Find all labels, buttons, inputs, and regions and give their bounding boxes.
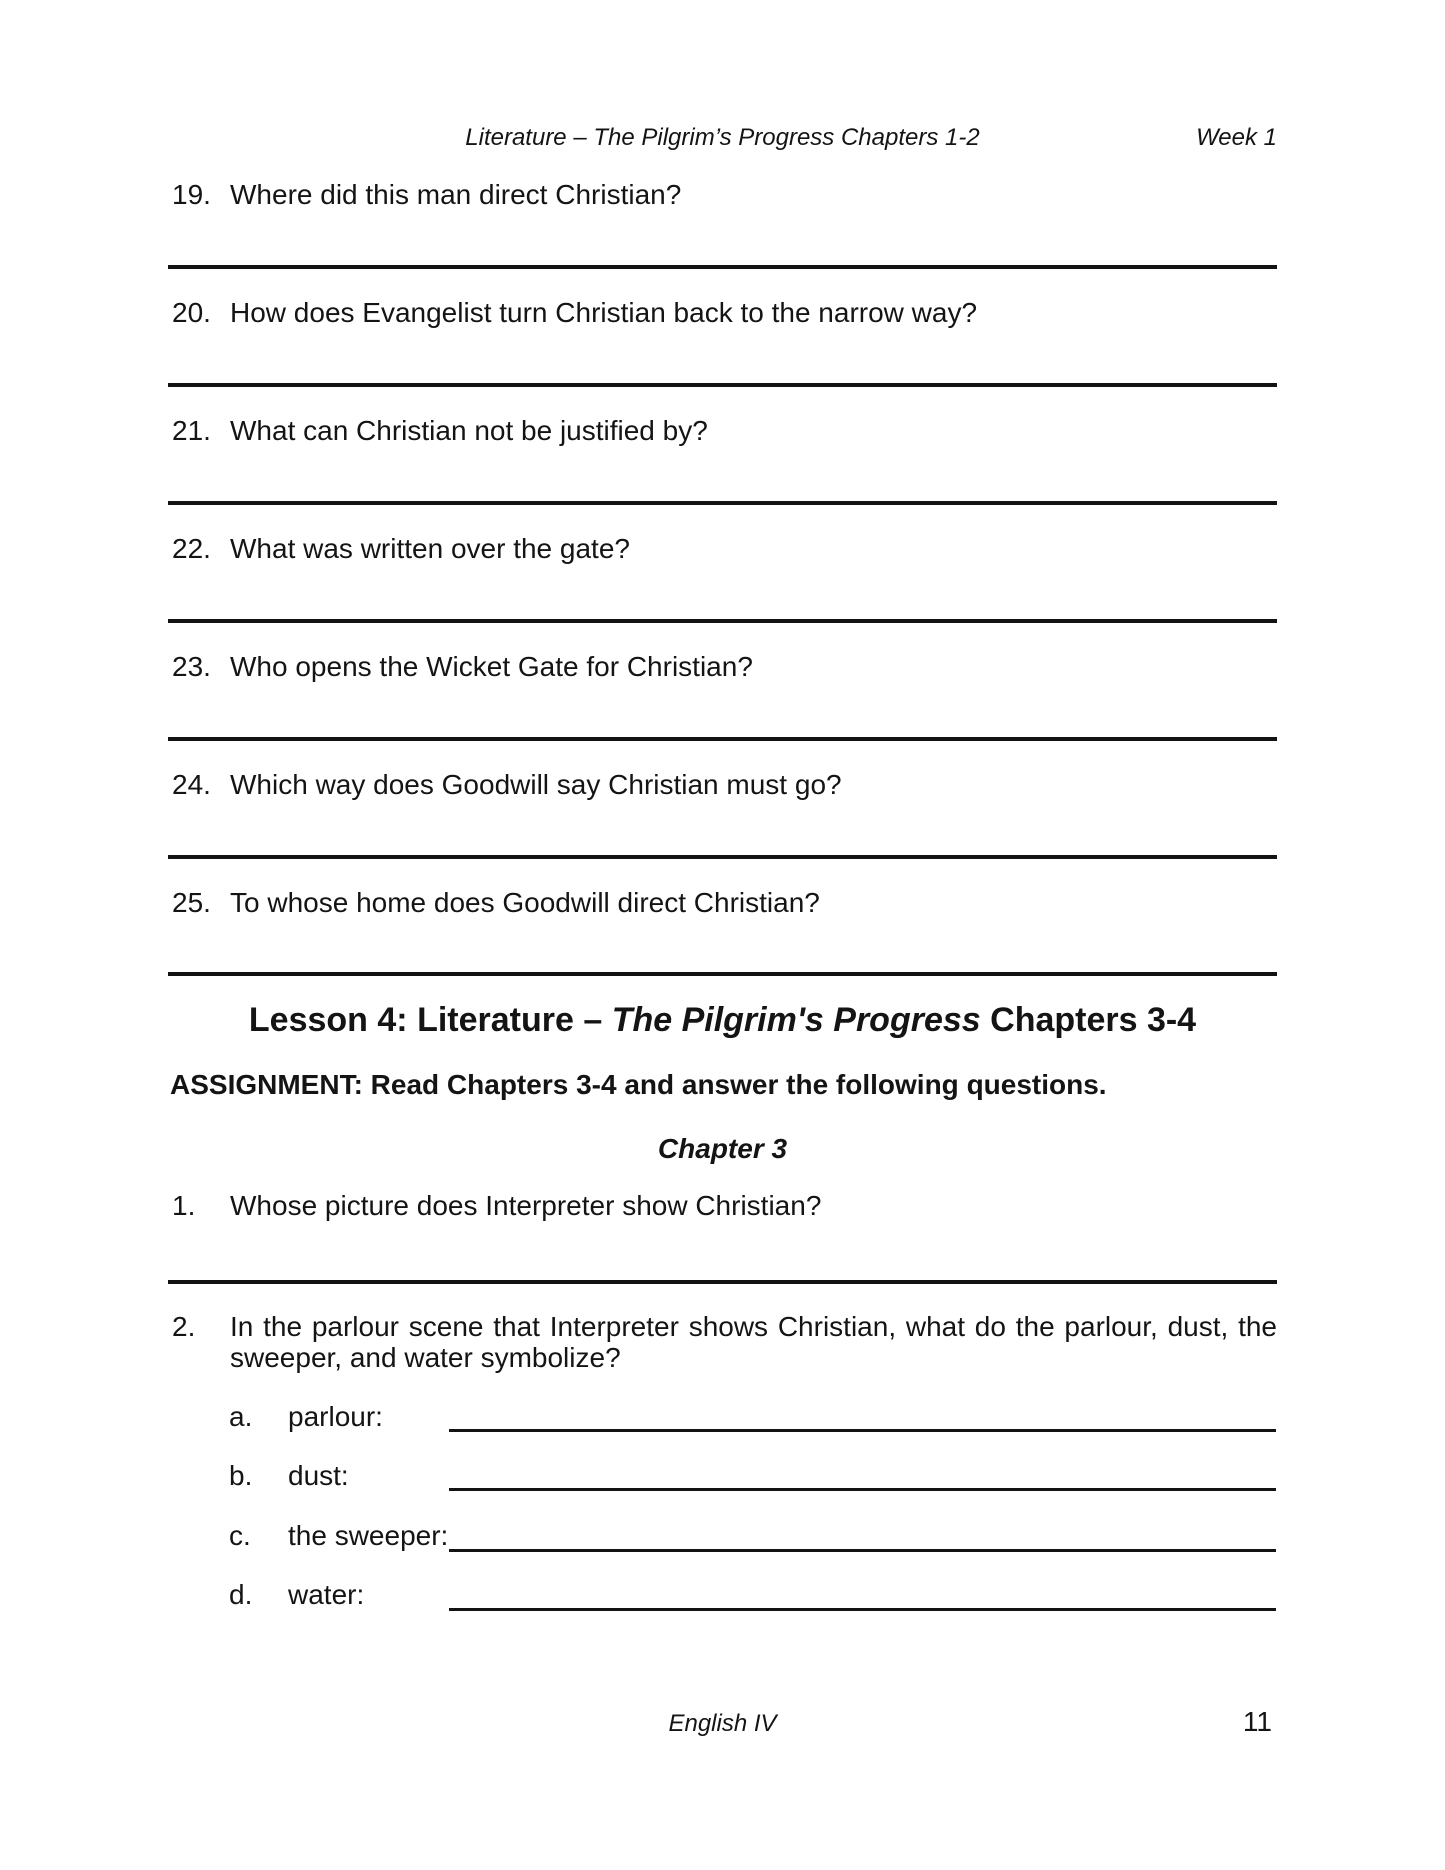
question-number: 21. xyxy=(172,415,211,446)
question-text: To whose home does Goodwill direct Christian? xyxy=(230,887,820,918)
sub-item-label: the sweeper: xyxy=(288,1520,449,1551)
assignment-text: ASSIGNMENT: Read Chapters 3-4 and answer the following questions. xyxy=(170,1069,1107,1100)
sub-item-letter: c. xyxy=(229,1520,251,1551)
question-number: 2. xyxy=(172,1311,196,1342)
answer-line xyxy=(168,1280,1277,1284)
answer-line xyxy=(168,972,1277,976)
sub-item-answer-line xyxy=(449,1488,1276,1491)
question-text: What was written over the gate? xyxy=(230,533,630,564)
question-number: 20. xyxy=(172,297,211,328)
question-text: Who opens the Wicket Gate for Christian? xyxy=(230,651,753,682)
sub-item-answer-line xyxy=(449,1608,1276,1611)
question-text: What can Christian not be justified by? xyxy=(230,415,708,446)
lesson-heading-suffix: Chapters 3-4 xyxy=(980,1001,1197,1039)
sub-item-label: water: xyxy=(288,1579,365,1610)
footer-course-name: English IV xyxy=(668,1710,777,1737)
sub-item-letter: b. xyxy=(229,1460,253,1491)
sub-item-answer-line xyxy=(449,1429,1276,1432)
sub-item-letter: a. xyxy=(229,1401,253,1432)
question-text: Where did this man direct Christian? xyxy=(230,179,682,210)
sub-item-label: parlour: xyxy=(288,1401,383,1432)
question-number: 25. xyxy=(172,887,211,918)
question-number: 22. xyxy=(172,533,211,564)
question-number: 23. xyxy=(172,651,211,682)
question-text-line2: sweeper, and water symbolize? xyxy=(230,1342,621,1373)
chapter-heading: Chapter 3 xyxy=(657,1133,788,1164)
answer-line xyxy=(168,619,1277,623)
question-text: Which way does Goodwill say Christian must go? xyxy=(230,769,842,800)
question-text: How does Evangelist turn Christian back to the narrow way? xyxy=(230,297,978,328)
answer-line xyxy=(168,265,1277,269)
answer-line xyxy=(168,383,1277,387)
lesson-heading-prefix: Lesson 4: Literature – xyxy=(248,1001,612,1039)
question-text-line1: In the parlour scene that Interpreter shows Christian, what do the parlour, dust, the xyxy=(230,1311,1277,1342)
page-header-title: Literature – The Pilgrim’s Progress Chapters 1-2 xyxy=(465,124,980,151)
answer-line xyxy=(168,501,1277,505)
sub-item-label: dust: xyxy=(288,1460,349,1491)
footer-page-number: 11 xyxy=(1242,1706,1272,1737)
question-number: 19. xyxy=(172,179,211,210)
answer-line xyxy=(168,737,1277,741)
sub-item-answer-line xyxy=(449,1549,1276,1552)
page-header-week: Week 1 xyxy=(1196,124,1277,151)
lesson-heading-book-title: The Pilgrim's Progress xyxy=(611,1001,981,1039)
sub-item-letter: d. xyxy=(229,1579,253,1610)
question-number: 1. xyxy=(172,1190,196,1221)
lesson-heading xyxy=(0,1000,1445,1041)
question-number: 24. xyxy=(172,769,211,800)
answer-line xyxy=(168,855,1277,859)
question-text: Whose picture does Interpreter show Christian? xyxy=(230,1190,822,1221)
